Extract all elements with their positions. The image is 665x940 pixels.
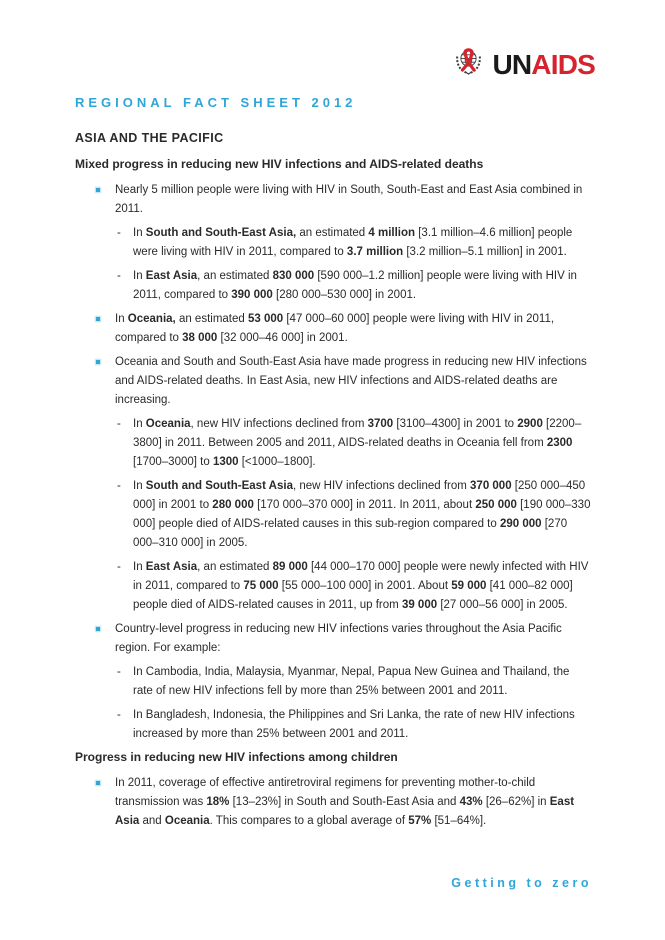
text-segment: , new HIV infections declined from — [292, 480, 471, 492]
text-segment-bold: 59 000 — [451, 580, 487, 592]
text-segment-bold: 57% — [408, 815, 432, 827]
text-segment: [3100–4300] in 2001 to — [393, 418, 518, 430]
sub-bullet-item — [75, 415, 592, 472]
text-segment: In Bangladesh, Indonesia, the Philippines and Sri Lanka, the rate of new HIV infections increased by more than 25% between 2001 and 2011. — [133, 709, 575, 740]
text-segment: [3.1 million–4.6 million] people were living with HIV in 2011, compared to — [133, 227, 573, 258]
text-segment-bold: 250 000 — [475, 499, 517, 511]
text-segment-bold: Oceania — [145, 418, 191, 430]
report-kicker: REGIONAL FACT SHEET 2012 — [75, 95, 357, 110]
text-segment: In — [115, 313, 128, 325]
text-segment: [26–62%] in — [482, 796, 550, 808]
item-text — [115, 356, 587, 406]
text-segment: [2200–3800] in 2011. Between 2005 and 2011, AIDS-related deaths in Oceania fell from — [133, 418, 582, 449]
logo-aids-text: AIDS — [531, 48, 595, 80]
text-segment: [32 000–46 000] in 2001. — [217, 332, 348, 344]
text-segment-bold: 89 000 — [272, 561, 308, 573]
section-heading: Mixed progress in reducing new HIV infections and AIDS-related deaths — [75, 157, 484, 171]
item-text — [115, 313, 554, 344]
text-segment: [170 000–370 000] in 2011. In 2011, about — [253, 499, 476, 511]
text-segment: Nearly 5 million people were living with HIV in South, South-East and East Asia combined in 2011. — [115, 184, 583, 215]
text-segment: In — [133, 561, 146, 573]
text-segment: [280 000–530 000] in 2001. — [272, 289, 417, 301]
sub-bullet-item — [75, 477, 592, 553]
bullet-square-icon — [96, 317, 100, 321]
item-text — [133, 666, 569, 697]
item-text — [115, 777, 574, 827]
text-segment-bold: Oceania — [164, 815, 210, 827]
dash-marker: - — [117, 270, 121, 282]
item-text — [133, 480, 590, 549]
text-segment-bold: 390 000 — [231, 289, 273, 301]
text-segment: [27 000–56 000] in 2005. — [437, 599, 568, 611]
item-text — [133, 418, 581, 468]
text-segment: [190 000–330 000] people died of AIDS-related causes in this sub-region compared to — [133, 499, 591, 530]
text-segment: In — [133, 480, 146, 492]
text-segment-bold: South and South-East Asia, — [145, 227, 297, 239]
text-segment: [250 000–450 000] in 2001 to — [133, 480, 586, 511]
item-text — [133, 270, 577, 301]
text-segment: [47 000–60 000] people were living with HIV in 2011, compared to — [115, 313, 555, 344]
item-text — [115, 623, 562, 654]
text-segment: [<1000–1800]. — [238, 456, 316, 468]
text-segment-bold: South and South-East Asia — [145, 480, 293, 492]
text-segment-bold: 280 000 — [212, 499, 254, 511]
text-segment-bold: 18% — [206, 796, 230, 808]
text-segment: an estimated — [296, 227, 369, 239]
text-segment-bold: 39 000 — [401, 599, 438, 611]
dash-marker: - — [117, 227, 121, 239]
document-body — [75, 156, 592, 831]
text-segment-bold: East Asia — [145, 561, 198, 573]
campaign-tagline: Getting to zero — [451, 876, 592, 890]
dash-marker: - — [117, 709, 121, 721]
text-segment: [590 000–1.2 million] people were living with HIV in 2011, compared to — [133, 270, 577, 301]
text-segment: In — [133, 227, 146, 239]
item-text — [133, 709, 575, 740]
text-segment-bold: 1300 — [212, 456, 239, 468]
dash-marker: - — [117, 418, 121, 430]
text-segment-bold: 3.7 million — [346, 246, 404, 258]
text-segment-bold: 75 000 — [243, 580, 279, 592]
text-segment-bold: 38 000 — [182, 332, 218, 344]
region-title: ASIA AND THE PACIFIC — [75, 131, 224, 145]
text-segment: . This compares to a global average of — [209, 815, 409, 827]
bullet-square-icon — [96, 781, 100, 785]
bullet-item — [75, 620, 592, 658]
text-segment-bold: Oceania, — [127, 313, 176, 325]
text-segment-bold: 2300 — [546, 437, 573, 449]
text-segment: In — [133, 270, 146, 282]
text-segment: , new HIV infections declined from — [190, 418, 368, 430]
text-segment: [13–23%] in South and South-East Asia and — [229, 796, 460, 808]
text-segment-bold: 53 000 — [247, 313, 284, 325]
text-segment-bold: 830 000 — [272, 270, 315, 282]
bullet-square-icon — [96, 188, 100, 192]
text-segment: [270 000–310 000] in 2005. — [133, 518, 568, 549]
text-segment: [1700–3000] to — [133, 456, 213, 468]
text-segment-bold: East Asia — [145, 270, 198, 282]
bullet-square-icon — [96, 627, 100, 631]
bullet-square-icon — [96, 360, 100, 364]
sub-bullet-item — [75, 663, 592, 701]
text-segment: an estimated — [175, 313, 248, 325]
text-segment-bold: 370 000 — [470, 480, 512, 492]
dash-marker: - — [117, 480, 121, 492]
sub-bullet-item — [75, 558, 592, 615]
bullet-item — [75, 310, 592, 348]
text-segment-bold: 3700 — [367, 418, 394, 430]
item-text — [115, 184, 582, 215]
dash-marker: - — [117, 666, 121, 678]
text-segment-bold: 43% — [459, 796, 483, 808]
sub-bullet-item — [75, 706, 592, 744]
text-segment: , an estimated — [197, 561, 273, 573]
text-segment: Oceania and South and South-East Asia have made progress in reducing new HIV infections and AIDS-related deaths. In East Asia, new HIV infections and AIDS-related deaths are increasing. — [115, 356, 587, 406]
item-text — [133, 561, 588, 611]
text-segment-bold: 4 million — [368, 227, 416, 239]
logo-un-text: UN — [492, 48, 532, 80]
sub-bullet-item — [75, 267, 592, 305]
sub-bullet-item — [75, 224, 592, 262]
bullet-item — [75, 181, 592, 219]
text-segment: , an estimated — [197, 270, 273, 282]
text-segment-bold: East Asia — [115, 796, 575, 827]
text-segment: [3.2 million–5.1 million] in 2001. — [403, 246, 567, 258]
text-segment: [44 000–170 000] people were newly infected with HIV in 2011, compared to — [133, 561, 589, 592]
text-segment: In — [133, 418, 146, 430]
text-segment: [51–64%]. — [431, 815, 487, 827]
section-heading: Progress in reducing new HIV infections among children — [75, 750, 398, 764]
text-segment: [41 000–82 000] people died of AIDS-related causes in 2011, up from — [133, 580, 573, 611]
dash-marker: - — [117, 561, 121, 573]
bullet-item — [75, 353, 592, 410]
text-segment: In 2011, coverage of effective antiretroviral regimens for preventing mother-to-child transmission was — [115, 777, 536, 808]
text-segment-bold: 290 000 — [499, 518, 542, 530]
item-text — [133, 227, 572, 258]
text-segment: and — [139, 815, 165, 827]
text-segment: In Cambodia, India, Malaysia, Myanmar, Nepal, Papua New Guinea and Thailand, the rate of new HIV infections fell by more than 25% between 2001 and 2011. — [133, 666, 570, 697]
bullet-item — [75, 774, 592, 831]
text-segment-bold: 2900 — [517, 418, 543, 430]
document-content — [75, 0, 592, 836]
text-segment: [55 000–100 000] in 2001. About — [278, 580, 452, 592]
text-segment: Country-level progress in reducing new HIV infections varies throughout the Asia Pacific region. For example: — [115, 623, 562, 654]
